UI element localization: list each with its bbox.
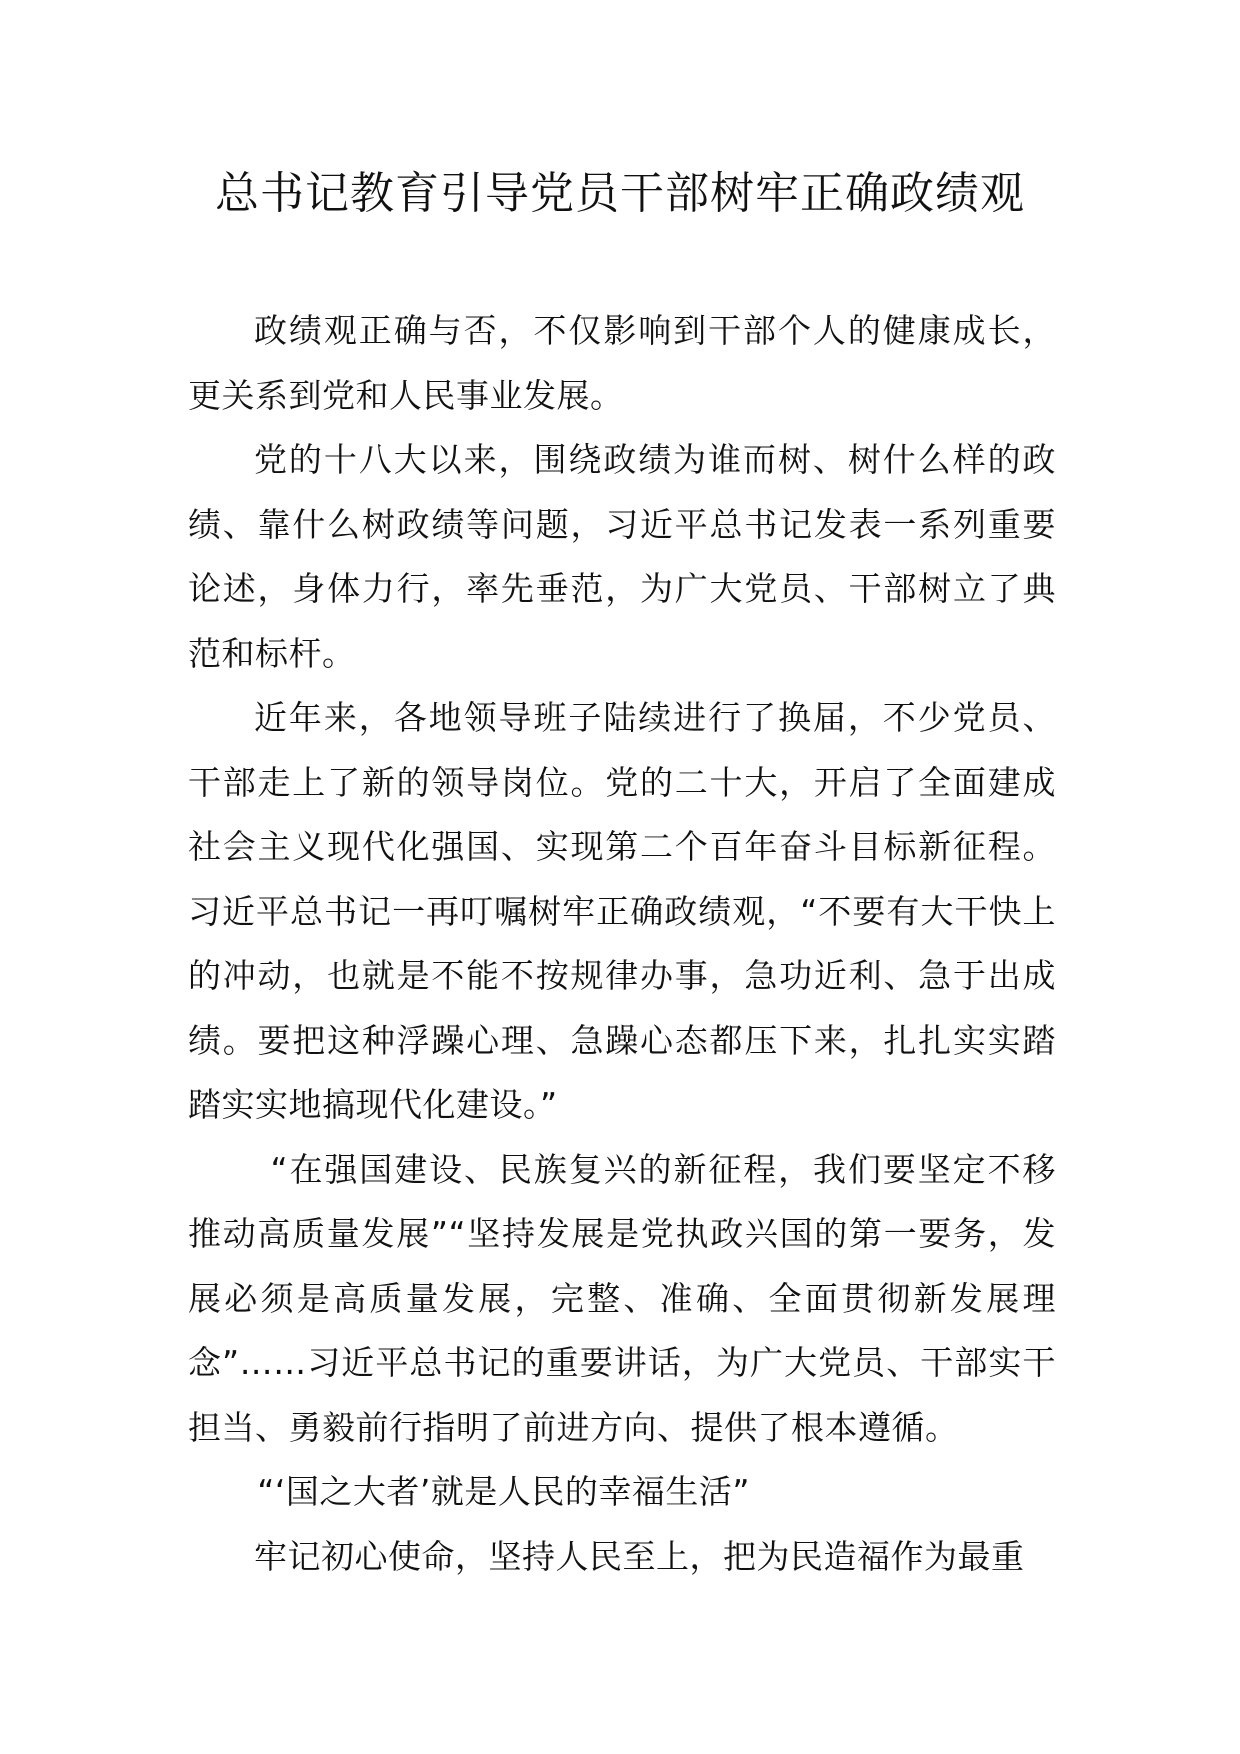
paragraph-3: 近年来，各地领导班子陆续进行了换届，不少党员、干部走上了新的领导岗位。党的二十大，开启了全面建成社会主义现代化强国、实现第二个百年奋斗目标新征程。习近平总书记一再叮嘱树牢正确政绩观，“不要有大干快上的冲动，也就是不能不按规律办事，急功近利、急于出成绩。要把这种浮躁心理、急躁心态都压下来，扎扎实实踏踏实实地搞现代化建设。” [188,698,1056,1124]
paragraph-5: 牢记初心使命，坚持人民至上，把为民造福作为最重 [254,1536,1025,1576]
paragraph-4: “在强国建设、民族复兴的新征程，我们要坚定不移推动高质量发展”“坚持发展是党执政兴国的第一要务，发展必须是高质量发展，完整、准确、全面贯彻新发展理念”……习近平总书记的重要讲话，为广大党员、干部实干担当、勇毅前行指明了前进方向、提供了根本遵循。 [188,1149,1056,1447]
paragraph-2: 党的十八大以来，围绕政绩为谁而树、树什么样的政绩、靠什么树政绩等问题，习近平总书记发表一系列重要论述，身体力行，率先垂范，为广大党员、干部树立了典范和标杆。 [188,440,1056,673]
section-subheading: “‘国之大者’就是人民的幸福生活” [257,1472,750,1511]
document-body [188,299,1056,1589]
paragraph-1: 政绩观正确与否，不仅影响到干部个人的健康成长，更关系到党和人民事业发展。 [188,311,1056,415]
document-title: 总书记教育引导党员干部树牢正确政绩观 [215,168,1025,219]
